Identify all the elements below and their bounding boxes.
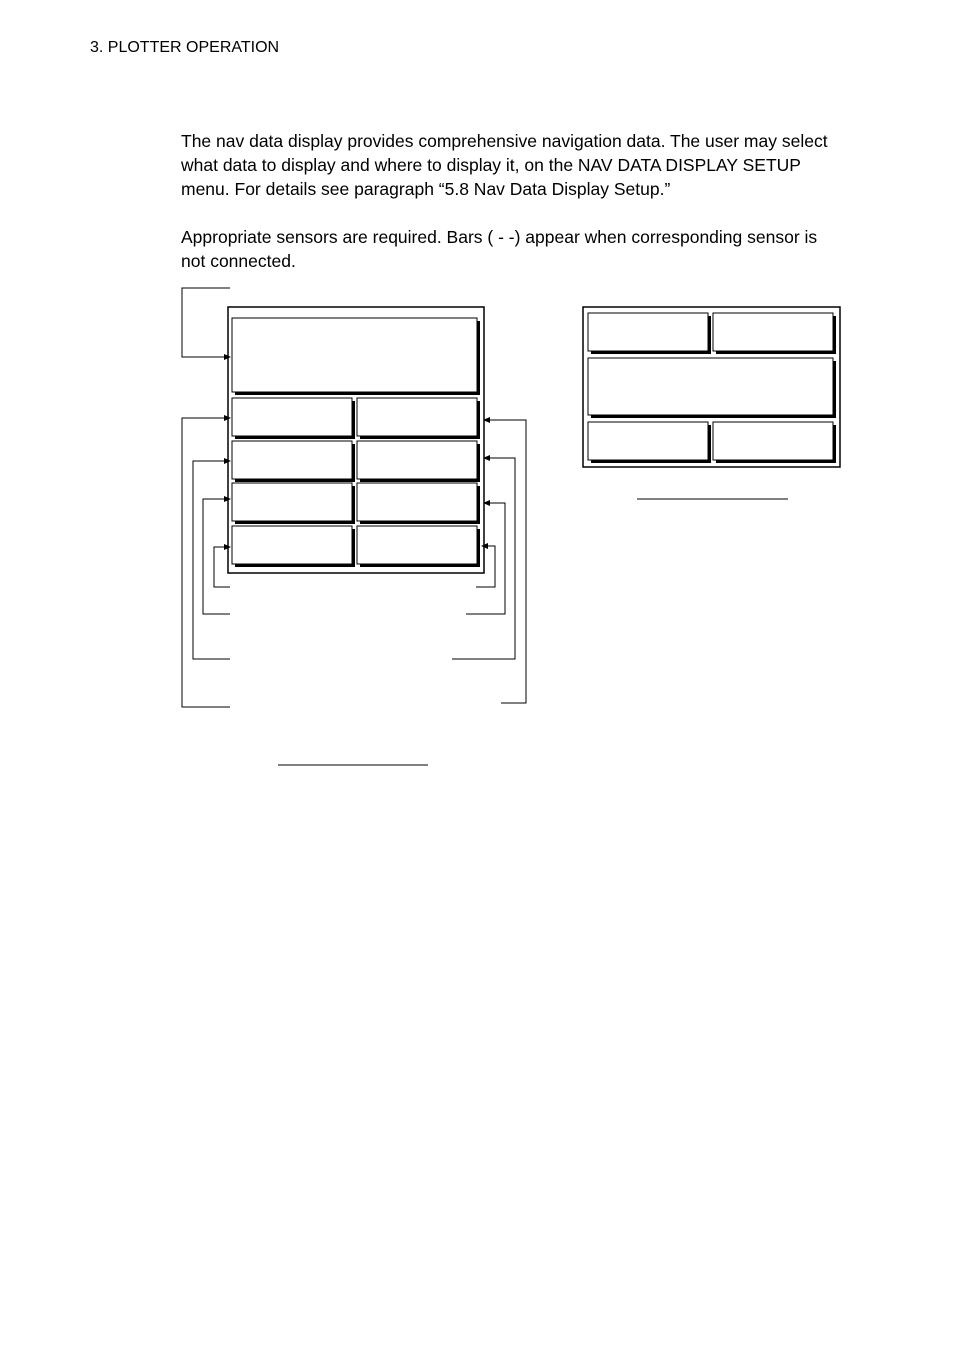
middle-wide-field (588, 358, 836, 418)
vertical-layout-figure (182, 288, 526, 765)
horizontal-layout-figure (583, 307, 840, 499)
data-field-cell (232, 398, 480, 567)
intro-paragraph: The nav data display provides comprehensive navigation data. The user may select what data to display and where to display it, on the NAV DATA DISPLAY SETUP menu. For details see paragraph “5.8 Nav Data Display Setup.” (181, 131, 828, 199)
data-field-cell (588, 422, 836, 463)
data-field-cell (588, 313, 836, 354)
sensor-note-paragraph: Appropriate sensors are required. Bars ( - -) appear when corresponding sensor is not connected. (181, 227, 818, 271)
page-header: 3. PLOTTER OPERATION (90, 39, 280, 56)
top-wide-field (232, 318, 480, 395)
